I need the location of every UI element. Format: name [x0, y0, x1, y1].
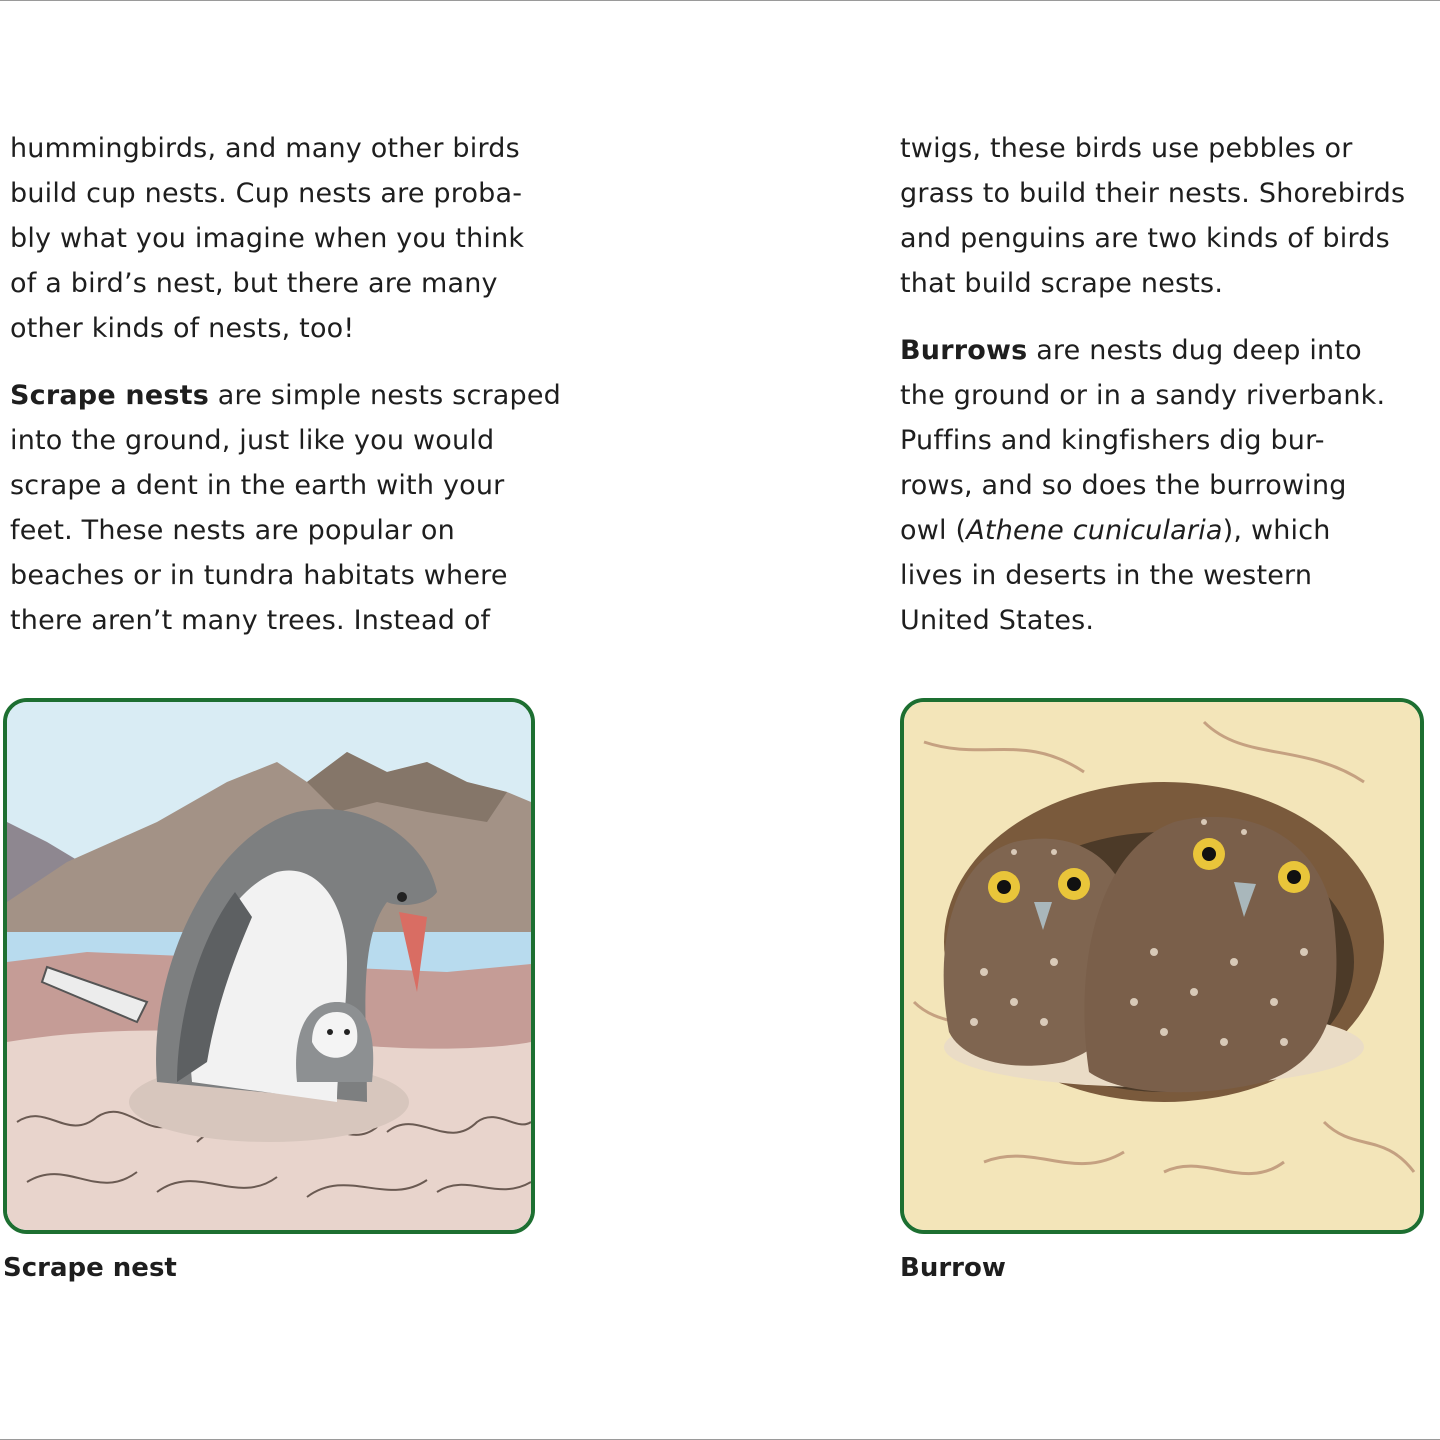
top-page-rule [0, 0, 1440, 1]
text-line: build cup nests. Cup nests are proba- [10, 178, 523, 209]
left-paragraph-2 [10, 373, 570, 643]
text-line: hummingbirds, and many other birds [10, 133, 520, 164]
text-line [900, 508, 1430, 553]
text-line: Puffins and kingfishers dig bur- [900, 425, 1325, 456]
scrape-nest-figure-frame [3, 698, 535, 1234]
text-line: and penguins are two kinds of birds [900, 223, 1390, 254]
text-line: bly what you imagine when you think [10, 223, 525, 254]
text-line: into the ground, just like you would [10, 425, 495, 456]
text-line: of a bird’s nest, but there are many [10, 268, 498, 299]
penguin-scrape-nest-illustration [7, 702, 531, 1230]
text-line: the ground or in a sandy riverbank. [900, 380, 1386, 411]
term-scrape-nests: Scrape nests [10, 380, 210, 411]
text-line: feet. These nests are popular on [10, 515, 455, 546]
text-line: scrape a dent in the earth with your [10, 470, 505, 501]
text-line: rows, and so does the burrowing [900, 470, 1347, 501]
right-paragraph-1 [900, 126, 1430, 306]
burrowing-owls-illustration [904, 702, 1420, 1230]
text-line: United States. [900, 605, 1095, 636]
burrow-caption: Burrow [900, 1253, 1006, 1283]
text-line: grass to build their nests. Shorebirds [900, 178, 1406, 209]
text-fragment: are simple nests scraped [209, 380, 562, 411]
right-paragraph-2 [900, 328, 1430, 643]
burrow-figure-frame [900, 698, 1424, 1234]
text-line: that build scrape nests. [900, 268, 1224, 299]
text-line: beaches or in tundra habitats where [10, 560, 508, 591]
term-burrows: Burrows [900, 335, 1028, 366]
text-line: other kinds of nests, too! [10, 313, 355, 344]
text-line [10, 373, 570, 418]
text-fragment: ), which [1222, 515, 1331, 546]
text-line [900, 328, 1430, 373]
left-paragraph-1 [10, 126, 570, 351]
text-fragment: are nests dug deep into [1027, 335, 1362, 366]
scrape-nest-caption: Scrape nest [3, 1253, 177, 1283]
left-text-column [10, 126, 570, 643]
scientific-name: Athene cunicularia [966, 515, 1223, 546]
text-line: twigs, these birds use pebbles or [900, 133, 1353, 164]
text-fragment: owl ( [900, 515, 967, 546]
text-line: lives in deserts in the western [900, 560, 1313, 591]
right-text-column [900, 126, 1430, 643]
text-line: there aren’t many trees. Instead of [10, 605, 491, 636]
